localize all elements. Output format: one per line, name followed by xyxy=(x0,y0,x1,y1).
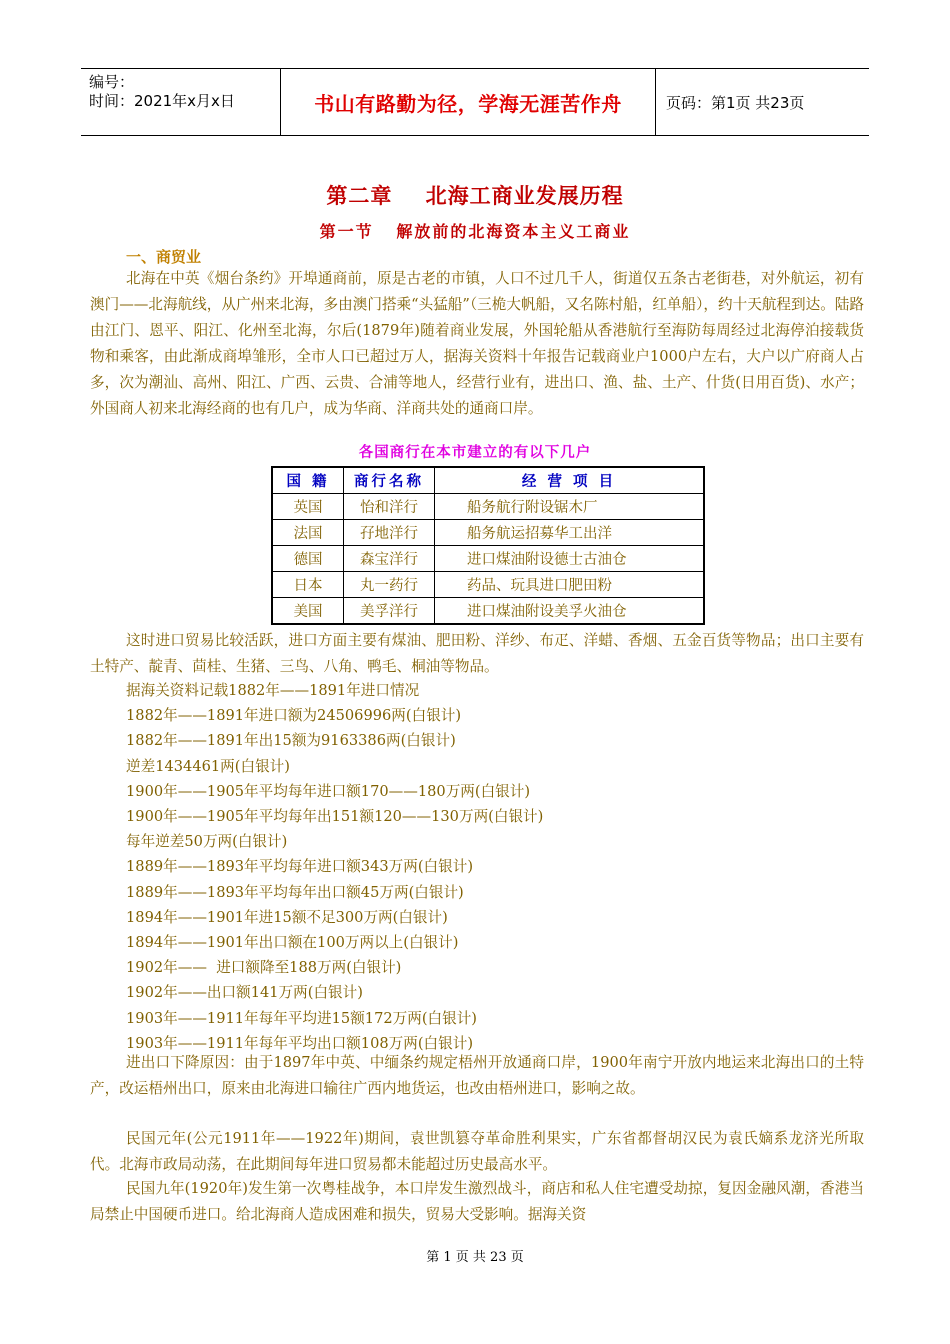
subheading: 一、商贸业 xyxy=(126,248,202,266)
stat-line: 据海关资料记载1882年——1891年进口情况 xyxy=(126,682,420,699)
table-title: 各国商行在本市建立的有以下几户 xyxy=(358,444,592,461)
header-meta xyxy=(81,69,281,135)
stat-line: 1882年——1891年进口额为24506996两(白银计) xyxy=(126,707,462,725)
cell-business: 进口煤油附设美孚火油仓 xyxy=(435,598,705,625)
cell-nationality: 美国 xyxy=(272,598,344,625)
cell-nationality: 日本 xyxy=(272,572,344,598)
paragraph-2: 这时进口贸易比较活跃，进口方面主要有煤油、肥田粉、洋纱、布疋、洋蜡、香烟、五金百货等物品；出口主要有土特产、靛青、茴桂、生猪、三鸟、八角、鸭毛、桐油等物品。 xyxy=(90,632,864,675)
page-footer: 第 1 页 共 23 页 xyxy=(426,1250,524,1265)
table-header-row xyxy=(272,467,704,494)
cell-business: 船务航行附设锯木厂 xyxy=(435,494,705,520)
number-label: 编号： xyxy=(89,73,135,91)
stat-line: 1894年——1901年进15额不足300万两(白银计) xyxy=(126,908,448,926)
paragraph-4: 民国元年(公元1911年——1922年)期间，袁世凯篡夺革命胜利果实，广东省都督胡汉民为袁氏嫡系龙济光所取代。北海市政局动荡，在此期间每年进口贸易都未能超过历史最高水平。 xyxy=(90,1130,864,1173)
stat-line: 1889年——1893年平均每年进口额343万两(白银计) xyxy=(126,858,474,876)
header-motto: 书山有路勤为径，学海无涯苦作舟 xyxy=(281,69,656,135)
paragraph-1: 北海在中英《烟台条约》开埠通商前，原是古老的市镇，人口不过几千人，街道仅五条古老街巷，对外航运，初有澳门——北海航线，从广州来北海，多由澳门搭乘“头猛船”（三桅大帆船，又名陈村船，红单船），约十天航程到达。陆路由江门、恩平、阳江、化州至北海，尔后(1879年)随着商业发展，外国轮船从香港航行至海防每周经过北海停泊接载货物和乘客，由此渐成商埠雏形，全市人口已超过万人，据海关资料十年报告记载商业户1000户左右，大户以广府商人占多，次为潮汕、高州、阳江、广西、云贵、合浦等地人，经营行业有，进出口、渔、盐、土产、什货(日用百货)、水产；外国商人初来北海经商的也有几户，成为华商、洋商共处的通商口岸。 xyxy=(90,270,864,417)
stat-line: 每年逆差50万两(白银计) xyxy=(126,833,288,851)
stat-line: 1902年——出口额141万两(白银计) xyxy=(126,984,363,1002)
stat-line: 1882年——1891年出15额为9163386两(白银计) xyxy=(126,732,456,750)
table-row xyxy=(272,572,704,598)
stat-line: 1894年——1901年出口额在100万两以上(白银计) xyxy=(126,934,459,952)
header-nationality: 国 籍 xyxy=(272,467,344,494)
firms-table xyxy=(271,466,705,625)
trade-statistics xyxy=(126,678,543,1056)
table-row xyxy=(272,494,704,520)
table-row xyxy=(272,598,704,625)
stat-line: 1900年——1905年平均每年进口额170——180万两(白银计) xyxy=(126,782,531,800)
page-header xyxy=(81,68,869,136)
stat-line: 逆差1434461两(白银计) xyxy=(126,757,290,775)
header-business: 经 营 项 目 xyxy=(435,467,705,494)
cell-business: 进口煤油附设德士古油仓 xyxy=(435,546,705,572)
cell-firm-name: 丸一药行 xyxy=(344,572,435,598)
paragraph-5: 民国九年(1920年)发生第一次粤桂战争，本口岸发生激烈战斗，商店和私人住宅遭受劫掠，复因金融风潮，香港当局禁止中国硬币进口。给北海商人造成困难和损失，贸易大受影响。据海关资 xyxy=(90,1180,864,1223)
cell-nationality: 英国 xyxy=(272,494,344,520)
cell-nationality: 法国 xyxy=(272,520,344,546)
stat-line: 1900年——1905年平均每年出151额120——130万两(白银计) xyxy=(126,808,544,826)
header-firm-name: 商行名称 xyxy=(344,467,435,494)
cell-firm-name: 森宝洋行 xyxy=(344,546,435,572)
paragraph-3: 进出口下降原因：由于1897年中英、中缅条约规定梧州开放通商口岸，1900年南宁开放内地运来北海出口的土特产，改运梧州出口，原来由北海进口输往广西内地货运，也改由梧州进口，影响之故。 xyxy=(90,1054,864,1097)
stat-line: 1903年——1911年每年平均进15额172万两(白银计) xyxy=(126,1009,477,1027)
stat-line: 1889年——1893年平均每年出口额45万两(白银计) xyxy=(126,883,464,901)
cell-firm-name: 孖地洋行 xyxy=(344,520,435,546)
date-label: 时间：2021年x月x日 xyxy=(89,92,235,110)
stat-line: 1903年——1911年每年平均出口额108万两(白银计) xyxy=(126,1034,474,1052)
cell-business: 船务航运招募华工出洋 xyxy=(435,520,705,546)
cell-firm-name: 怡和洋行 xyxy=(344,494,435,520)
stat-line: 1902年—— 进口额降至188万两(白银计) xyxy=(126,959,402,977)
section-title: 第一节 解放前的北海资本主义工商业 xyxy=(319,222,631,241)
table-row xyxy=(272,520,704,546)
chapter-title: 第二章 北海工商业发展历程 xyxy=(326,184,624,208)
table-row xyxy=(272,546,704,572)
cell-nationality: 德国 xyxy=(272,546,344,572)
header-page-info: 页码：第1页 共23页 xyxy=(666,93,805,112)
cell-business: 药品、玩具进口肥田粉 xyxy=(435,572,705,598)
cell-firm-name: 美孚洋行 xyxy=(344,598,435,625)
